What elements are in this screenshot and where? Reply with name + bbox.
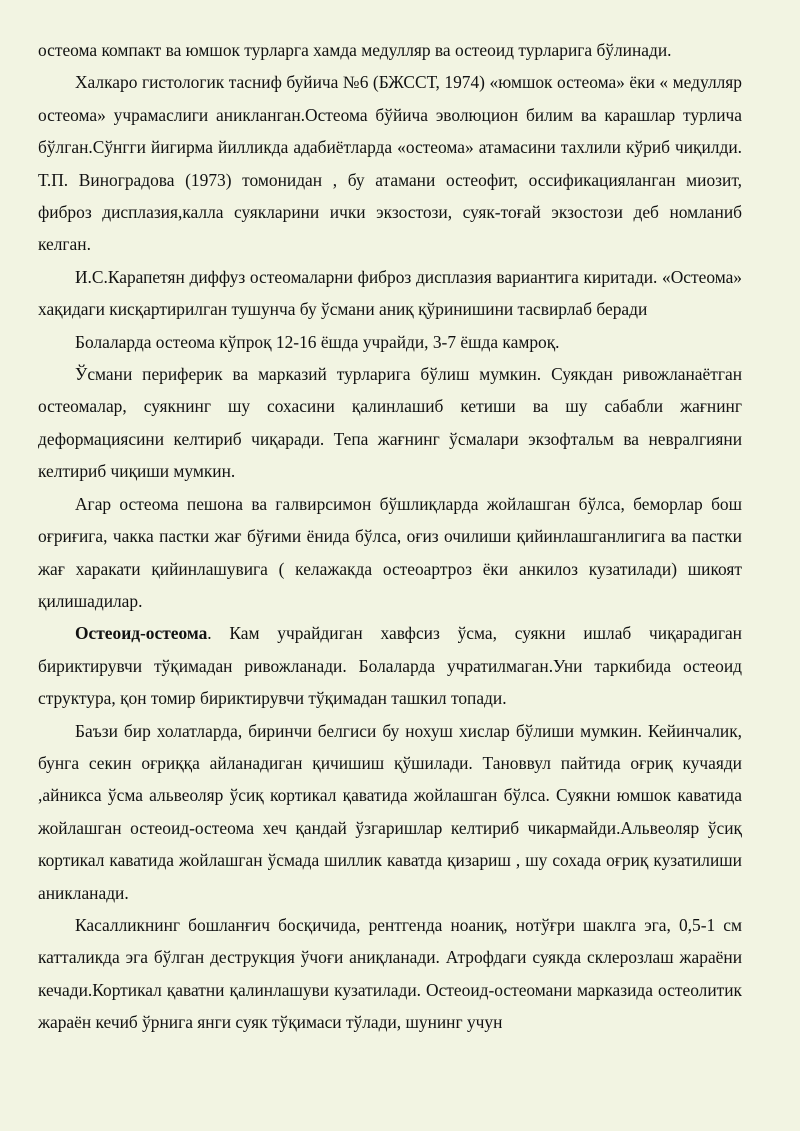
paragraph-text: . Кам учрайдиган хавфсиз ўсма, суякни ишлаб чиқарадиган бириктирувчи тўқимадан ривожланади. Болаларда учратилмаган.Уни таркибида остеоид структура, қон томир бириктирувчи тўқимадан ташкил топади.	[38, 623, 742, 709]
paragraph-text: Болаларда остеома кўпроқ 12-16 ёшда учрайди, 3-7 ёшда камроқ.	[75, 331, 560, 352]
paragraph-7	[38, 617, 742, 714]
paragraph-8	[38, 715, 742, 909]
paragraph-2	[38, 66, 742, 260]
paragraph-5	[38, 358, 742, 488]
paragraph-text: Халкаро гистологик тасниф буйича №6 (БЖССТ, 1974) «юмшок остеома» ёки « медулляр остеома» учрамаслиги аникланган.Остеома бўйича эволюцион билим ва карашлар турлича бўлган.Сўнгги йигирма йилликда адабиётларда «остеома» атамасини тахлили кўриб чиқилди. Т.П. Виноградова (1973) томонидан , бу атамани остеофит, оссификацияланган миозит, фиброз дисплазия,калла суякларини ички экзостози, суяк-тоғай экзостози деб номланиб келган.	[38, 72, 742, 255]
paragraph-4	[38, 326, 742, 358]
paragraph-text: остеома компакт ва юмшок турларга хамда медулляр ва остеоид турларига бўлинади.	[38, 40, 672, 60]
paragraph-text: И.С.Карапетян диффуз остеомаларни фиброз дисплазия вариантига киритади. «Остеома» хақидаги кисқартирилган тушунча бу ўсмани аниқ қўринишини тасвирлаб беради	[38, 266, 742, 320]
document-page	[38, 34, 742, 1039]
section-heading-osteoid-osteoma: Остеоид-остеома	[75, 623, 208, 644]
paragraph-9	[38, 909, 742, 1039]
paragraph-1	[38, 34, 742, 66]
paragraph-3	[38, 261, 742, 326]
paragraph-text: Агар остеома пешона ва галвирсимон бўшлиқларда жойлашган бўлса, беморлар бош оғриғига, чакка пастки жағ бўғими ёнида бўлса, оғиз очилиши қийинлашганлигига ва пастки жағ харакати қийинлашувига ( келажакда остеоартроз ёки анкилоз кузатилади) шикоят қилишадилар.	[38, 493, 742, 611]
paragraph-6	[38, 488, 742, 618]
paragraph-text: Ўсмани периферик ва марказий турларига бўлиш мумкин. Суякдан ривожланаётган остеомалар, суякнинг шу сохасини қалинлашиб кетиши ва шу сабабли жағнинг деформациясини келтириб чиқаради. Тепа жағнинг ўсмалари экзофтальм ва невралгияни келтириб чиқиши мумкин.	[38, 364, 742, 482]
paragraph-text: Касалликнинг бошланғич босқичида, рентгенда ноаниқ, нотўғри шаклга эга, 0,5-1 см катталикда эга бўлган деструкция ўчоғи аниқланади. Атрофдаги суякда склерозлаш жараёни кечади.Кортикал қаватни қалинлашуви кузатилади. Остеоид-остеомани марказида остеолитик жараён кечиб ўрнига янги суяк тўқимаси тўлади, шунинг учун	[38, 914, 742, 1033]
paragraph-text: Баъзи бир холатларда, биринчи белгиси бу нохуш хислар бўлиши мумкин. Кейинчалик, бунга секин оғриққа айланадиган қичишиш қўшилади. Тановвул пайтида оғриқ кучаяди ,айникса ўсма альвеоляр ўсиқ кортикал қаватида жойлашган бўлса. Суякни юмшок каватида жойлашган остеоид-остеома хеч қандай ўзгаришлар келтириб чикармайди.Альвеоляр ўсиқ кортикал каватида жойлашган ўсмада шиллик каватда қизариш , шу сохада оғриқ кузатилиши аникланади.	[38, 720, 742, 903]
